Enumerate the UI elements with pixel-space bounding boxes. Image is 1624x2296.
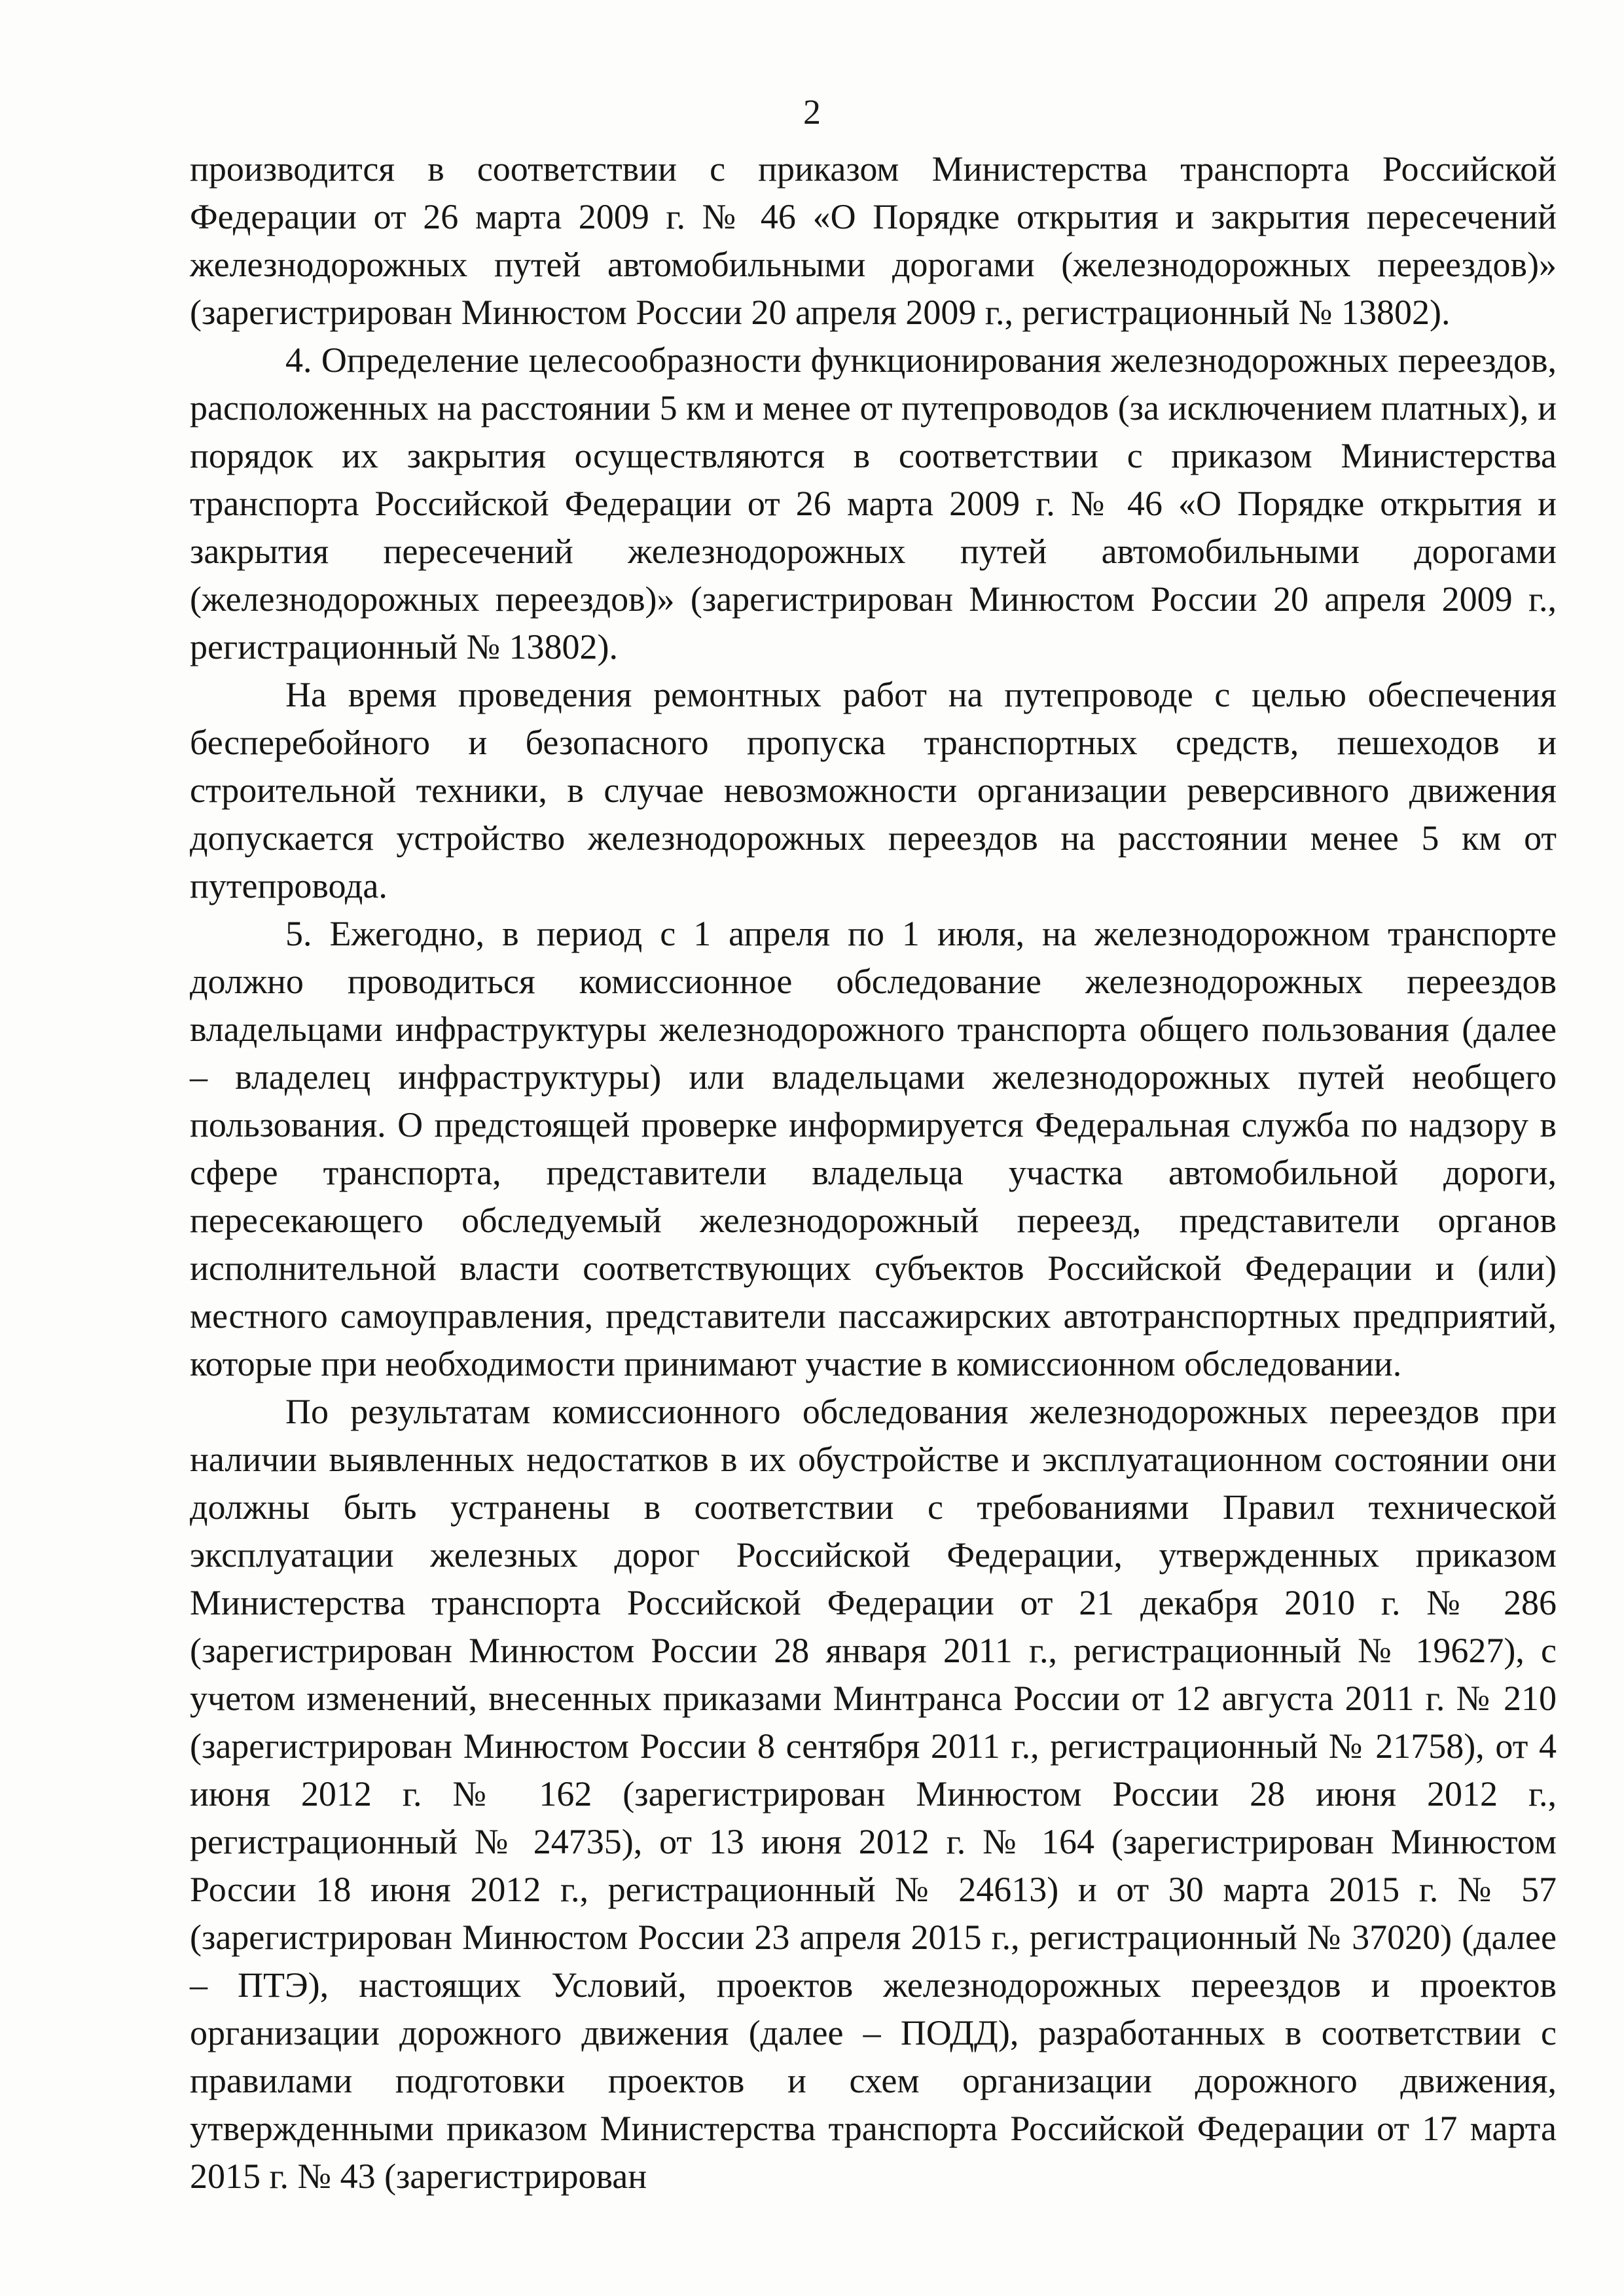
- page-number: 2: [803, 92, 821, 132]
- paragraph-item-5: 5. Ежегодно, в период с 1 апреля по 1 июля, на железнодорожном транспорте должно проводиться комиссионное обследование железнодорожных переездов владельцами инфраструктуры железнодорожного транспорта общего пользования (далее – владелец инфраструктуры) или владельцами железнодорожных путей необщего пользования. О предстоящей проверке информируется Федеральная служба по надзору в сфере транспорта, представители владельца участка автомобильной дороги, пересекающего обследуемый железнодорожный переезд, представители органов исполнительной власти соответствующих субъектов Российской Федерации и (или) местного самоуправления, представители пассажирских автотранспортных предприятий, которые при необходимости принимают участие в комиссионном обследовании.: [190, 914, 1557, 1383]
- paragraph-inspection-results: По результатам комиссионного обследования железнодорожных переездов при наличии выявленных недостатков в их обустройстве и эксплуатационном состоянии они должны быть устранены в соответствии с требованиями Правил технической эксплуатации железных дорог Российской Федерации, утвержденных приказом Министерства транспорта Российской Федерации от 21 декабря 2010 г. № 286 (зарегистрирован Минюстом России 28 января 2011 г., регистрационный № 19627), с учетом изменений, внесенных приказами Минтранса России от 12 августа 2011 г. № 210 (зарегистрирован Минюстом России 8 сентября 2011 г., регистрационный № 21758), от 4 июня 2012 г. № 162 (зарегистрирован Минюстом России 28 июня 2012 г., регистрационный № 24735), от 13 июня 2012 г. № 164 (зарегистрирован Минюстом России 18 июня 2012 г., регистрационный № 24613) и от 30 марта 2015 г. № 57 (зарегистрирован Минюстом России 23 апреля 2015 г., регистрационный № 37020) (далее – ПТЭ), настоящих Условий, проектов железнодорожных переездов и проектов организации дорожного движения (далее – ПОДД), разработанных в соответствии с правилами подготовки проектов и схем организации дорожного движения, утвержденными приказом Министерства транспорта Российской Федерации от 17 марта 2015 г. № 43 (зарегистрирован: [190, 1392, 1557, 2196]
- paragraph-repair-works: На время проведения ремонтных работ на путепроводе с целью обеспечения бесперебойного и безопасного пропуска транспортных средств, пешеходов и строительной техники, в случае невозможности организации реверсивного движения допускается устройство железнодорожных переездов на расстоянии менее 5 км от путепровода.: [190, 675, 1557, 905]
- paragraph-continuation: производится в соответствии с приказом Министерства транспорта Российской Федерации от 26 марта 2009 г. № 46 «О Порядке открытия и закрытия пересечений железнодорожных путей автомобильными дорогами (железнодорожных переездов)» (зарегистрирован Минюстом России 20 апреля 2009 г., регистрационный № 13802).: [190, 149, 1557, 332]
- document-body: [190, 145, 1557, 2200]
- paragraph-item-4: 4. Определение целесообразности функционирования железнодорожных переездов, расположенных на расстоянии 5 км и менее от путепроводов (за исключением платных), и порядок их закрытия осуществляются в соответствии с приказом Министерства транспорта Российской Федерации от 26 марта 2009 г. № 46 «О Порядке открытия и закрытия пересечений железнодорожных путей автомобильными дорогами (железнодорожных переездов)» (зарегистрирован Минюстом России 20 апреля 2009 г., регистрационный № 13802).: [190, 340, 1557, 666]
